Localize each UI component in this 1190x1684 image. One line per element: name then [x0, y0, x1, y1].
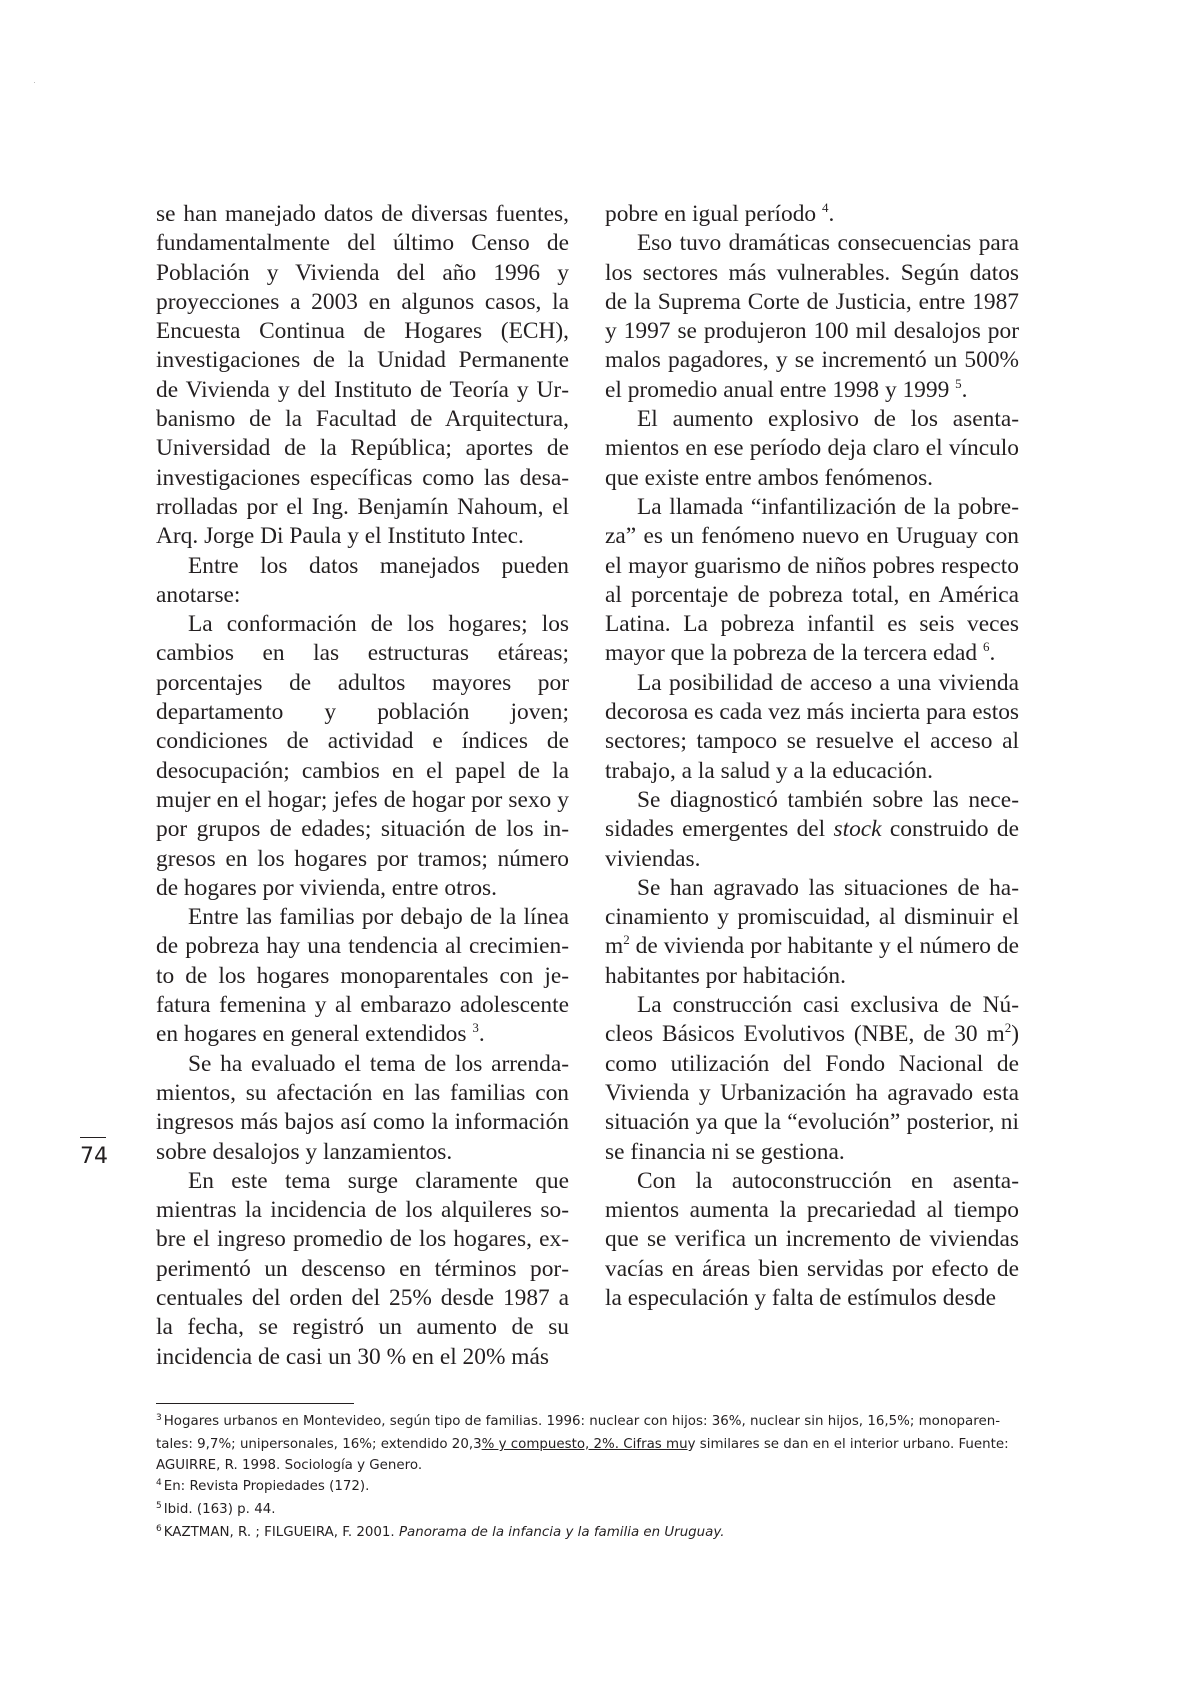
paragraph	[605, 991, 1019, 1167]
italic-term: stock	[833, 816, 882, 843]
paragraph-text: Se diagnosticó también sobre las necesidades emergentes del	[605, 786, 1019, 843]
footnote-title-italic: Panorama de la infancia y la familia en Uruguay.	[398, 1525, 725, 1540]
footnote-text: Hogares urbanos en Montevideo, según tipo de familias. 1996: nuclear con hijos: 36%, nuclear sin hijos, 16,5%; monoparentales: 9,7%; unipersonales, 16%; extendido 20,3	[156, 1414, 1001, 1452]
footnote-number: 3	[156, 1413, 162, 1423]
footnote-ref[interactable]: 5	[955, 375, 962, 391]
scan-speck	[34, 82, 35, 83]
paragraph	[605, 786, 1019, 874]
paragraph	[605, 229, 1019, 405]
footnote-ref[interactable]: 3	[472, 1020, 479, 1036]
paragraph-text: construido de viviendas.	[605, 816, 1019, 872]
paragraph-text: La construcción casi exclusiva de Núcleos Básicos Evolutivos (NBE, de 30 m	[605, 992, 1019, 1048]
paragraph-text: de vivienda por habitante y el número de habitantes por habitación.	[605, 933, 1019, 989]
footnote-text: KAZTMAN, R. ; FILGUEIRA, F. 2001.	[163, 1525, 399, 1540]
footnote-text: y similares se dan en el interior urbano. Fuente: AGUIRRE, R. 1998. Sociología y Genero.	[156, 1437, 1009, 1473]
paragraph: En este tema surge claramente que mientras la incidencia de los alquileres sobre el ingreso promedio de los hogares, experimentó un descenso en términos porcentuales del orden del 25% desde 1987 a la fecha, se registró un aumento de su incidencia de casi un 30 % en el 20% más	[156, 1167, 569, 1370]
paragraph-text: pobre en igual período	[605, 201, 817, 227]
paragraph: Entre las familias por debajo de la línea de pobreza hay una tendencia al crecimiento de los hogares monoparentales con jefatura femenina y al embarazo adolescente en hogares en general extendidos $^3$.	[156, 904, 569, 1048]
paragraph: se han manejado datos de diversas fuentes, fundamentalmente del último Censo de Población y Vivienda del año 1996 y proyecciones a 2003 en algunos casos, la Encuesta Continua de Hogares (ECH), investigaciones de la Unidad Permanente de Vivienda y del Instituto de Teoría y Urbanismo de la Facultad de Arquitectura, Universidad de la República; aportes de investigaciones específicas como las desarrolladas por el Ing. Benjamín Nahoum, el Arq. Jorge Di Paula y el Instituto Intec.	[156, 201, 569, 550]
paragraph	[605, 493, 1019, 669]
footnote-number: 6	[156, 1524, 162, 1534]
superscript: 2	[623, 932, 630, 948]
paragraph: El aumento explosivo de los asentamientos en ese período deja claro el vínculo que existe entre ambos fenómenos.	[605, 406, 1019, 491]
footnote-number: 4	[156, 1478, 162, 1488]
page-number-rule	[80, 1137, 106, 1138]
paragraph-text: Se han agravado las situaciones de hacinamiento y promiscuidad, al disminuir el m	[605, 874, 1019, 960]
paragraph-text: ) como utilización del Fondo Nacional de Vivienda y Urbanización ha agravado esta situación ya que la “evolución” posterior, ni se financia ni se gestiona.	[605, 1021, 1019, 1165]
footnote-separator	[156, 1403, 354, 1404]
paragraph-text: La llamada “infantilización de la pobreza” es un fenómeno nuevo en Uruguay con el mayor guarismo de niños pobres respecto al porcentaje de pobreza total, en América Latina. La pobreza infantil es seis veces mayor que la pobreza de la tercera edad	[605, 493, 1019, 667]
paragraph: La posibilidad de acceso a una vivienda decorosa es cada vez más incierta para estos sectores; tampoco se resuelve el acceso al trabajo, a la salud y a la educación.	[605, 669, 1019, 784]
footnote-6	[156, 1522, 1020, 1545]
footnote-3	[156, 1411, 1020, 1476]
paragraph-text: Eso tuvo dramáticas consecuencias para los sectores más vulnerables. Según datos de la Suprema Corte de Justicia, entre 1987 y 1997 se produjeron 100 mil desalojos por malos pagadores, y se incrementó un 500% el promedio anual entre 1998 y 1999	[605, 230, 1019, 403]
footnote-text-underlined: % y compuesto, 2%. Cifras mu	[481, 1437, 688, 1452]
footnote-5	[156, 1499, 1020, 1522]
left-column	[156, 200, 569, 1372]
paragraph-end: .	[961, 376, 968, 403]
footnote-ref[interactable]: 4	[821, 200, 829, 216]
footnote-4	[156, 1476, 1020, 1499]
paragraph	[605, 200, 1019, 229]
paragraph-text: Entre las familias por debajo de la línea de pobreza hay una tendencia al crecimiento de los hogares monoparentales con jefatura femenina y al embarazo adolescente en hogares en general extendidos	[156, 904, 569, 1048]
superscript: 2	[1004, 1020, 1012, 1036]
paragraph	[605, 874, 1019, 991]
paragraph: Se ha evaluado el tema de los arrendamientos, su afectación en las familias con ingresos más bajos así como la información sobre desalojos y lanzamientos.	[156, 1050, 569, 1165]
page-number: 74	[80, 1144, 108, 1169]
paragraph-end: .	[828, 201, 835, 227]
footnote-text: Ibid. (163) p. 44.	[163, 1502, 276, 1517]
paragraph: Entre los datos manejados pueden anotarse:	[156, 552, 569, 608]
footnote-number: 5	[156, 1501, 162, 1511]
right-column	[605, 200, 1019, 1313]
footnote-ref[interactable]: 6	[982, 639, 990, 655]
footnote-text: En: Revista Propiedades (172).	[163, 1479, 370, 1494]
paragraph-end: .	[989, 640, 996, 667]
paragraph: Con la autoconstrucción en asentamientos aumenta la precariedad al tiempo que se verifica un incremento de viviendas vacías en áreas bien servidas por efecto de la especulación y falta de estímulos desde	[605, 1167, 1019, 1311]
paragraph: La conformación de los hogares; los cambios en las estructuras etáreas; porcentajes de adultos mayores por departamento y población joven; condiciones de actividad e índices de desocupación; cambios en el papel de la mujer en el hogar; jefes de hogar por sexo y por grupos de edades; situación de los ingresos en los hogares por tramos; número de hogares por vivienda, entre otros.	[156, 611, 569, 901]
footnotes	[156, 1411, 1020, 1545]
